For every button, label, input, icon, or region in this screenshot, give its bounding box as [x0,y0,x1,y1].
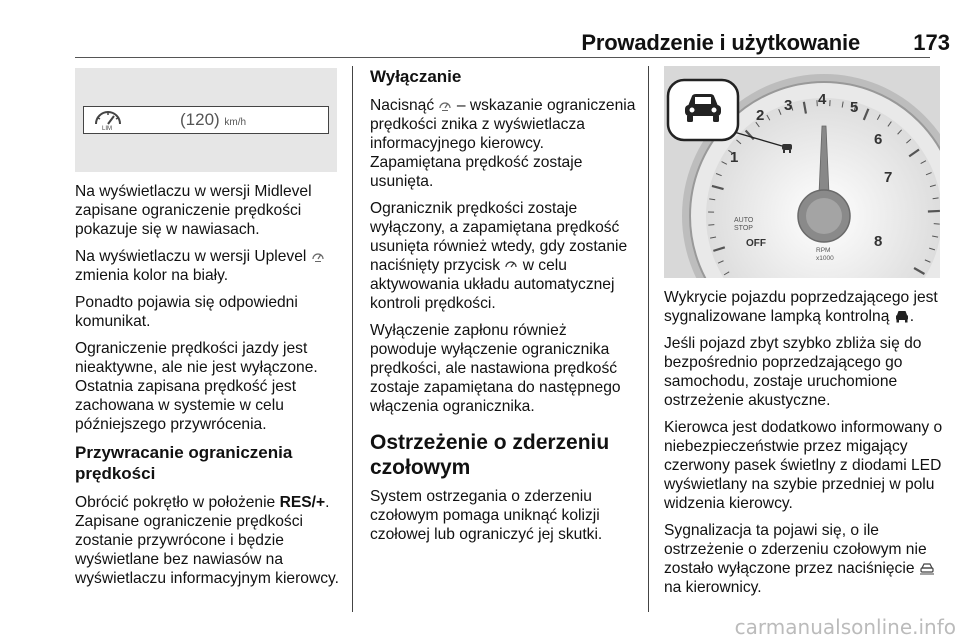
needle-hub-inner [806,198,842,234]
cruise-control-icon [504,258,518,272]
paragraph: Na wyświetlaczu w wersji Midlevel zapisane ograniczenie prędkości pokazuje się w nawiasach. [75,183,312,238]
text-span: . [909,308,915,325]
paragraph: Ograniczenie prędkości jazdy jest nieaktywne, ale nie jest wyłączone. Ostatnia zapisana prędkość jest zachowana w systemie w celu późniejszego przywrócenia. [75,340,318,433]
tachometer-figure [664,66,940,278]
limit-value-text: (120) [180,110,220,129]
text-span: Obrócić pokrętło w położenie [75,494,276,511]
paragraph [664,521,950,597]
speed-limiter-display-figure [75,68,337,172]
limit-unit: km/h [224,117,247,128]
paragraph: Kierowca jest dodatkowo informowany o niebezpieczeństwie przez migający czerwony pasek świetlny z diodami LED wyświetlany na szybie przedniej w polu widzenia kierowcy. [664,419,943,512]
gauge-number: 5 [850,99,859,116]
paragraph [75,493,345,588]
paragraph: Wyłączenie zapłonu również powoduje wyłączenie ogranicznika prędkości, ale nastawiona prędkość zostaje zapamiętana do następnego włączenia ogranicznika. [370,322,621,415]
paragraph: Jeśli pojazd zbyt szybko zbliża się do bezpośrednio poprzedzającego go samochodu, zostaje uruchomione ostrzeżenie akustyczne. [664,335,922,409]
speed-limiter-icon [92,109,124,131]
page-number: 173 [913,30,950,55]
lim-label: LIM [102,126,113,131]
section-heading: Przywracanie ograniczenia prędkości [75,443,293,483]
gauge-number: 2 [756,107,765,124]
text-span: w celu aktywowania układu automatycznej kontroli prędkości. [370,257,615,312]
auto-stop-label: AUTO [734,217,754,224]
text-span: – wskazanie ograniczenia prędkości znika z wyświetlacza informacyjnego kierowcy. Zapamiętana prędkość zostaje usunięta. [370,97,636,190]
text-span: Wykrycie pojazdu poprzedzającego jest sygnalizowane lampką kontrolną [664,289,938,325]
gauge-number: 4 [818,91,827,108]
section-title: Ostrzeżenie o zderzeniu czołowym [370,431,610,479]
speed-limiter-icon [438,98,452,112]
gauge-tick [928,211,940,212]
paragraph: Ponadto pojawia się odpowiedni komunikat. [75,294,298,330]
column-3 [664,288,950,605]
rpm-label: x1000 [816,255,834,262]
gauge-number: 6 [874,131,883,148]
text-span: Na wyświetlaczu w wersji Uplevel [75,248,307,265]
paragraph [370,199,636,313]
speed-limit-bar [83,106,329,134]
header-rule [75,57,930,58]
rpm-label: RPM [816,247,831,254]
auto-stop-label: STOP [734,225,753,232]
speed-limit-value [180,110,246,130]
gauge-number: 3 [784,97,793,114]
res-plus-label: RES/+ [279,494,326,511]
paragraph [370,96,636,191]
paragraph [664,288,950,326]
gauge-number: 1 [730,149,739,166]
column-divider-1 [352,66,353,612]
text-span: Ogranicznik prędkości zostaje wyłączony, a zapamiętana prędkość usunięta również wtedy, gdy zostanie naciśnięty przycisk [370,200,628,274]
gauge-number: 8 [874,233,883,250]
watermark: carmanualsonline.info [734,615,956,639]
speed-limiter-icon [311,249,325,263]
text-span: Sygnalizacja ta pojawi się, o ile ostrzeżenie o zderzeniu czołowym nie zostało wyłączone przez naciśnięcie [664,522,927,577]
tachometer-illustration [664,66,940,278]
header-title: Prowadzenie i użytkowanie [581,30,860,55]
paragraph [75,247,345,285]
column-2 [370,66,636,552]
collision-alert-button-icon [919,561,935,575]
text-span: na kierownicy. [664,579,762,596]
section-heading: Wyłączanie [370,67,462,86]
paragraph: System ostrzegania o zderzeniu czołowym pomaga uniknąć kolizji czołowej lub ograniczyć jej skutki. [370,488,603,543]
off-label: OFF [746,238,766,249]
text-span: zmienia kolor na biały. [75,267,229,284]
vehicle-ahead-icon [894,309,910,323]
column-1 [75,182,345,596]
text-span: . Zapisane ograniczenie prędkości zostanie przywrócone i będzie wyświetlane bez nawiasów na wyświetlaczu informacyjnym kierowcy. [75,494,339,587]
text-span: Nacisnąć [370,97,435,114]
column-divider-2 [648,66,649,612]
gauge-number: 7 [884,169,893,186]
